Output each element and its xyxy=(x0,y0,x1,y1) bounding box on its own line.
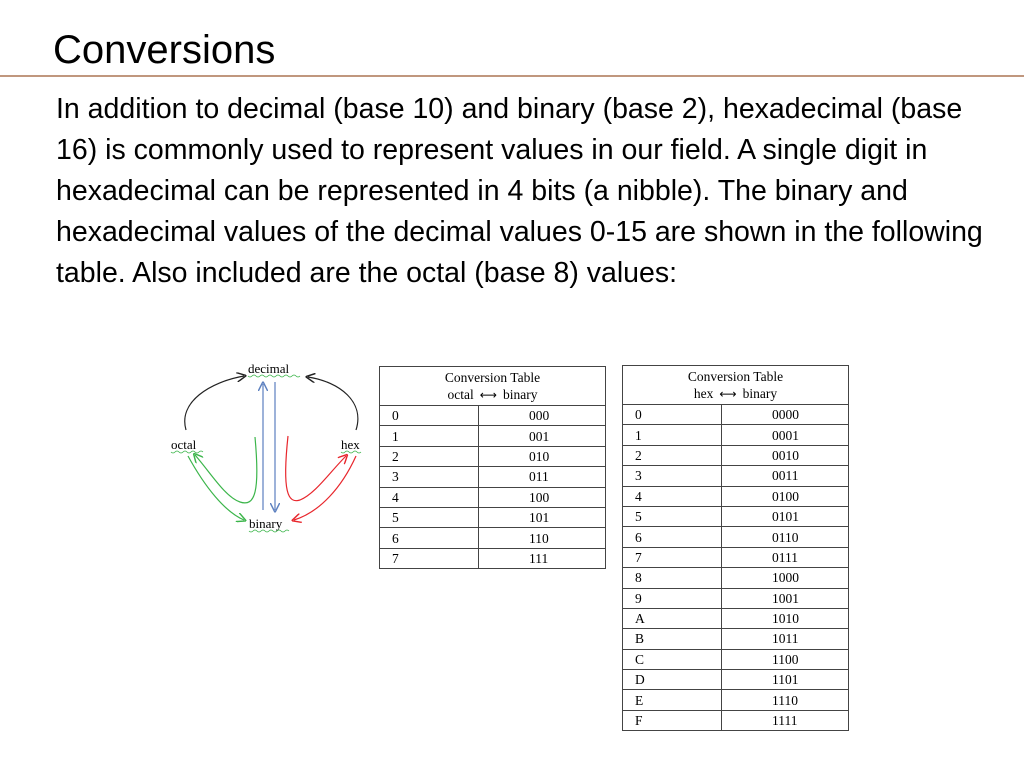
table-cell-value: 8 xyxy=(623,568,722,588)
table-cell-value: 0 xyxy=(380,406,479,426)
table-row xyxy=(380,426,606,446)
left-right-arrow-icon: ⟷ xyxy=(719,386,737,401)
table-row xyxy=(623,486,849,506)
table-cell-value: 1 xyxy=(380,426,479,446)
conversion-diagram xyxy=(160,352,375,542)
table-row xyxy=(380,487,606,507)
table-cell-binary: 0110 xyxy=(722,527,849,547)
table-cell-value: D xyxy=(623,670,722,690)
table-header xyxy=(623,366,849,405)
table-cell-binary: 1000 xyxy=(722,568,849,588)
table-row xyxy=(623,445,849,465)
table-cell-binary: 1010 xyxy=(722,608,849,628)
table-cell-value: 2 xyxy=(380,446,479,466)
table-subheader xyxy=(380,386,605,404)
table-row xyxy=(623,710,849,730)
table-title: Conversion Table xyxy=(687,368,784,384)
table-header xyxy=(380,367,606,406)
table-cell-binary: 0000 xyxy=(722,405,849,425)
diagram-label-hex: hex xyxy=(341,437,360,452)
diagram-label-octal: octal xyxy=(171,437,197,452)
table-row xyxy=(623,466,849,486)
table-row xyxy=(380,507,606,527)
table-cell-binary: 1001 xyxy=(722,588,849,608)
slide-title: Conversions xyxy=(53,28,276,72)
hex-to-binary-arrow xyxy=(294,456,356,520)
table-row xyxy=(623,568,849,588)
table-cell-binary: 100 xyxy=(479,487,606,507)
table-row xyxy=(623,425,849,445)
table-header-row xyxy=(380,367,606,406)
diagram-label-decimal: decimal xyxy=(248,361,290,376)
table-cell-binary: 1100 xyxy=(722,649,849,669)
table-cell-value: 4 xyxy=(380,487,479,507)
table-cell-value: C xyxy=(623,649,722,669)
table-cell-binary: 110 xyxy=(479,528,606,548)
right-column-header: binary xyxy=(502,386,538,402)
slide-paragraph: In addition to decimal (base 10) and binary (base 2), hexadecimal (base 16) is commonly used to represent values in our field. A single digit in hexadecimal can be represented in 4 bits (a nibble). The binary and hexadecimal values of the decimal values 0-15 are shown in the following table. Also included are the octal (base 8) values: xyxy=(56,93,983,289)
table-cell-binary: 1101 xyxy=(722,670,849,690)
left-column-header: octal xyxy=(447,386,474,402)
table-row xyxy=(380,406,606,426)
table-row xyxy=(623,629,849,649)
hex-conversion-table xyxy=(622,365,849,731)
table-cell-value: 6 xyxy=(380,528,479,548)
table-row xyxy=(623,670,849,690)
table-cell-binary: 1110 xyxy=(722,690,849,710)
table-row xyxy=(623,690,849,710)
diagram-label-binary: binary xyxy=(249,516,283,531)
table-cell-binary: 0100 xyxy=(722,486,849,506)
binary-to-hex-arrow xyxy=(286,436,346,501)
table-cell-value: 5 xyxy=(380,507,479,527)
table-cell-binary: 0101 xyxy=(722,506,849,526)
table-row xyxy=(380,528,606,548)
table-row xyxy=(623,527,849,547)
table-cell-value: 6 xyxy=(623,527,722,547)
octal-to-binary-arrow xyxy=(188,456,244,520)
table-row xyxy=(623,506,849,526)
left-column-header: hex xyxy=(693,385,714,401)
table-cell-binary: 111 xyxy=(479,548,606,568)
table-cell-value: F xyxy=(623,710,722,730)
table-cell-value: 7 xyxy=(623,547,722,567)
table-cell-value: 1 xyxy=(623,425,722,445)
table-row xyxy=(380,548,606,568)
table-cell-binary: 101 xyxy=(479,507,606,527)
table-cell-binary: 0111 xyxy=(722,547,849,567)
table-row xyxy=(380,467,606,487)
table-cell-value: A xyxy=(623,608,722,628)
table-row xyxy=(623,547,849,567)
table-row xyxy=(623,649,849,669)
table-subheader xyxy=(623,385,848,403)
table-cell-binary: 0011 xyxy=(722,466,849,486)
table-row xyxy=(623,588,849,608)
table-cell-binary: 000 xyxy=(479,406,606,426)
table-cell-value: 2 xyxy=(623,445,722,465)
table-cell-value: 0 xyxy=(623,405,722,425)
octal-conversion-table xyxy=(379,366,606,569)
table-row xyxy=(623,608,849,628)
table-cell-value: 5 xyxy=(623,506,722,526)
table-cell-value: 9 xyxy=(623,588,722,608)
table-cell-binary: 011 xyxy=(479,467,606,487)
title-divider xyxy=(0,75,1024,77)
table-cell-binary: 0010 xyxy=(722,445,849,465)
binary-to-octal-arrow xyxy=(195,437,257,503)
table-header-row xyxy=(623,366,849,405)
table-cell-value: 3 xyxy=(380,467,479,487)
table-cell-binary: 1011 xyxy=(722,629,849,649)
hex-to-decimal-arrow xyxy=(308,377,358,430)
table-cell-value: E xyxy=(623,690,722,710)
table-row xyxy=(623,405,849,425)
left-right-arrow-icon: ⟷ xyxy=(479,387,497,402)
table-cell-binary: 1111 xyxy=(722,710,849,730)
right-column-header: binary xyxy=(742,385,778,401)
table-cell-binary: 0001 xyxy=(722,425,849,445)
table-cell-binary: 010 xyxy=(479,446,606,466)
table-cell-value: 4 xyxy=(623,486,722,506)
octal-to-decimal-arrow xyxy=(185,376,244,430)
table-cell-value: B xyxy=(623,629,722,649)
table-title: Conversion Table xyxy=(444,369,541,385)
table-row xyxy=(380,446,606,466)
table-cell-value: 7 xyxy=(380,548,479,568)
table-cell-value: 3 xyxy=(623,466,722,486)
table-cell-binary: 001 xyxy=(479,426,606,446)
